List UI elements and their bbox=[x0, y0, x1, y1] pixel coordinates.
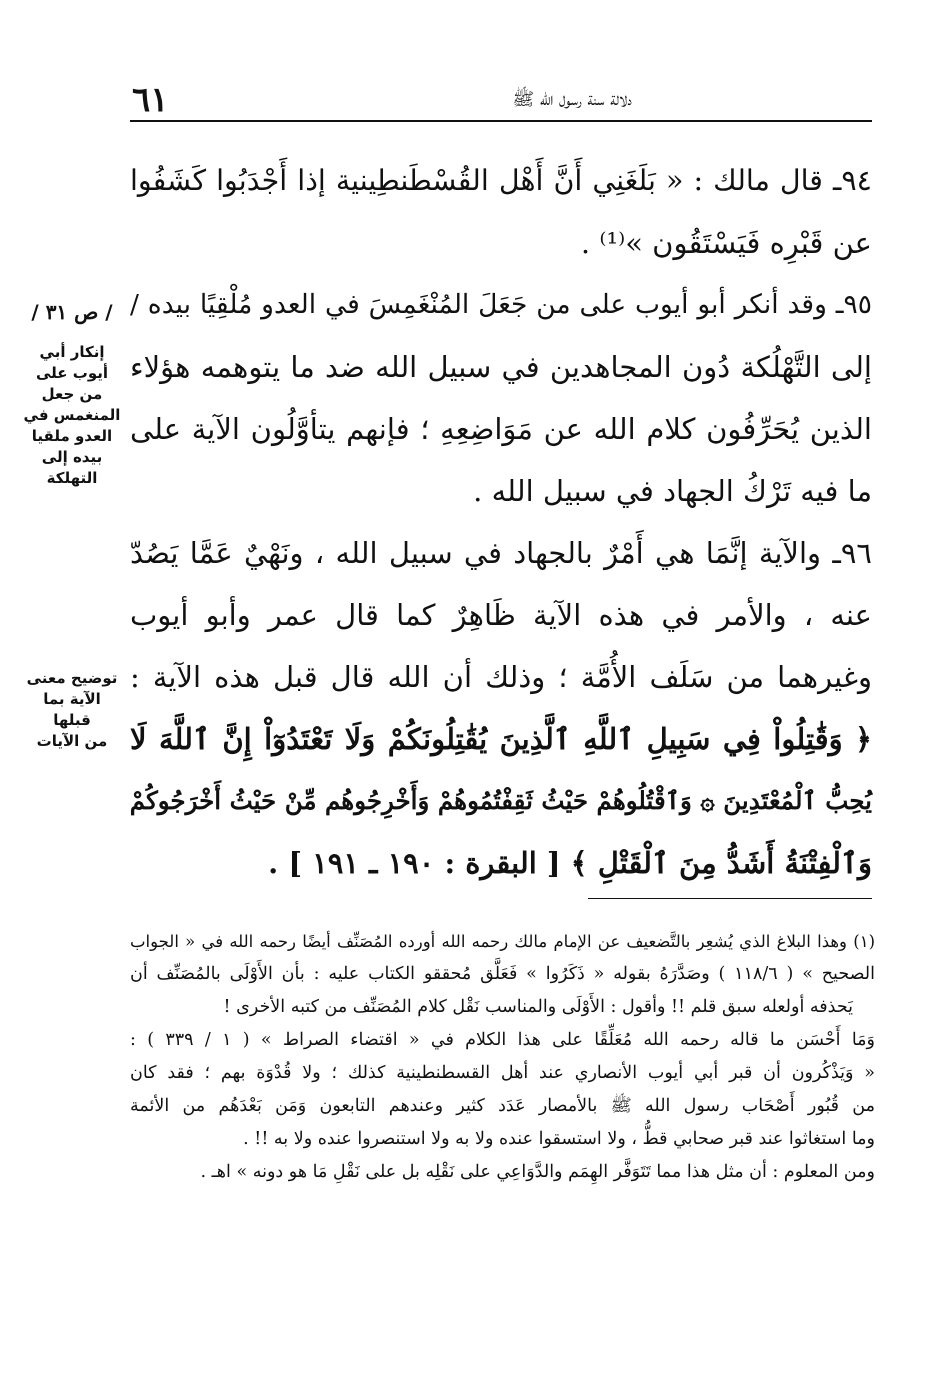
footnote-line: الصحيح » ( ١١٨/٦ ) وصَدَّرَهُ بقوله « ذَكَرُوا » فَعَلَّق مُحققو الكتاب عليه : بأن الأَوْلَى بالمُصَنِّف أن bbox=[130, 964, 875, 984]
text-line: الذين يُحَرِّفُون كلام الله عن مَوَاضِعِهِ ؛ فإنهم يتأوَّلُون الآية على bbox=[130, 412, 872, 446]
page-header bbox=[130, 78, 872, 118]
footnotes bbox=[130, 925, 875, 1189]
paragraph-94 bbox=[130, 150, 872, 274]
text-line: عن قَبْرِه فَيَسْتَقُون »⁽¹⁾ . bbox=[580, 226, 872, 260]
margin-note-line: العدو ملقيا bbox=[31, 427, 113, 445]
text-line: ٩٥ـ وقد أنكر أبو أيوب على من جَعَلَ المُنْغَمِسَ في العدو مُلْقِيًا بيده / bbox=[130, 289, 872, 320]
text-line: عنه ، والأمر في هذه الآية ظَاهِرٌ كما قال عمر وأبو أيوب bbox=[130, 598, 872, 632]
footnote-line: وَمَا أَحْسَن ما قاله رحمه الله مُعَلِّقًا على هذا الكلام في « اقتضاء الصراط » ( ١ / ٣٣٩ ) : bbox=[130, 1030, 875, 1050]
quran-verse-line: وَٱلْفِتْنَةُ أَشَدُّ مِنَ ٱلْقَتْلِ ﴾ [ البقرة : ١٩٠ ـ ١٩١ ] . bbox=[268, 846, 872, 880]
margin-page-reference: / ص ٣١ / bbox=[31, 300, 113, 324]
quran-verse-line: ﴿ وَقَٰتِلُواْ فِي سَبِيلِ ٱللَّهِ ٱلَّذِينَ يُقَٰتِلُونَكُمْ وَلَا تَعْتَدُوٓاْ إِنَّ ٱللَّهَ لَا bbox=[130, 722, 872, 756]
margin-note-line: أيوب على bbox=[35, 364, 109, 382]
footnote-line: يَحذفه أولعله سبق قلم !! وأقول : الأَوْلَى والمناسب نَقْل كلام المُصَنِّف من كتبه الأخرى ! bbox=[223, 997, 853, 1017]
margin-note-line: إنكار أبي bbox=[39, 343, 105, 361]
text-line: ما فيه تَرْكُ الجهاد في سبيل الله . bbox=[473, 474, 872, 508]
margin-note-abu-ayyub bbox=[22, 342, 122, 489]
margin-note-line: من الآيات bbox=[36, 732, 108, 750]
footnote-line: ومن المعلوم : أن مثل هذا مما تَتَوَفَّر الهِمَم والدَّوَاعِي على نَقْلِه بل على نَقْلِ مَا هو دونه » اهـ . bbox=[200, 1162, 875, 1182]
footnote-rule bbox=[588, 898, 872, 899]
margin-note-line: بيده إلى bbox=[41, 448, 103, 466]
footnote-line: (١) وهذا البلاغ الذي يُشعِر بالتَّضعيف عن الإمام مالك رحمه الله أورده المُصَنِّف أيضًا رحمه الله في « الجواب bbox=[130, 932, 875, 951]
text-line: وغيرهما من سَلَف الأُمَّة ؛ وذلك أن الله قال قبل هذه الآية : bbox=[130, 660, 872, 694]
text-line: إلى التَّهْلُكة دُون المجاهدين في سبيل الله ضد ما يتوهمه هؤلاء bbox=[130, 350, 872, 384]
footnote-line: « وَيَذْكُرون أن قبر أبي أيوب الأنصاري عند أهل القسطنطينية كذلك ؛ ولا قُدْوَة بهم ؛ فقد كان bbox=[130, 1063, 875, 1083]
margin-note-line: الآية بما قبلها bbox=[43, 690, 101, 729]
text-line: ٩٤ـ قال مالك : « بَلَغَنِي أَنَّ أَهْل القُسْطَنطِينية إذا أَجْدَبُوا كَشَفُوا bbox=[130, 164, 872, 197]
margin-note-verse-explanation bbox=[22, 668, 122, 752]
header-rule bbox=[130, 120, 872, 122]
margin-note-line: من جعل bbox=[41, 385, 103, 403]
text-line: ٩٦ـ والآية إنَّمَا هي أَمْرٌ بالجهاد في سبيل الله ، ونَهْيٌ عَمَّا يَصُدّ bbox=[130, 536, 872, 570]
paragraph-95 bbox=[130, 274, 872, 522]
paragraph-96 bbox=[130, 522, 872, 894]
footnote-line: من قُبُور أَصْحَاب رسول الله ﷺ بالأمصار عَدَد كثير وعندهم التابعون وَمَن بَعْدَهُم من الأئمة bbox=[130, 1096, 875, 1116]
margin-note-line: توضيح معنى bbox=[26, 669, 118, 687]
running-title: دلالة سنة رسول الله ﷺ bbox=[512, 89, 632, 110]
margin-note-line: التهلكة bbox=[46, 469, 98, 487]
page-number: ٦١ bbox=[132, 80, 169, 120]
main-text bbox=[130, 150, 872, 894]
footnote-line: وما استغاثوا عند قبر صحابي قطُّ ، ولا استسقوا عنده ولا به ولا استنصروا عنده ولا به !! . bbox=[243, 1129, 875, 1149]
quran-verse-line: يُحِبُّ ٱلْمُعْتَدِينَ ۞ وَٱقْتُلُوهُمْ حَيْثُ ثَقِفْتُمُوهُمْ وَأَخْرِجُوهُم مِّنْ حَيْثُ أَخْرَجُوكُمْ bbox=[129, 786, 872, 815]
margin-note-line: المنغمس في bbox=[23, 406, 121, 424]
